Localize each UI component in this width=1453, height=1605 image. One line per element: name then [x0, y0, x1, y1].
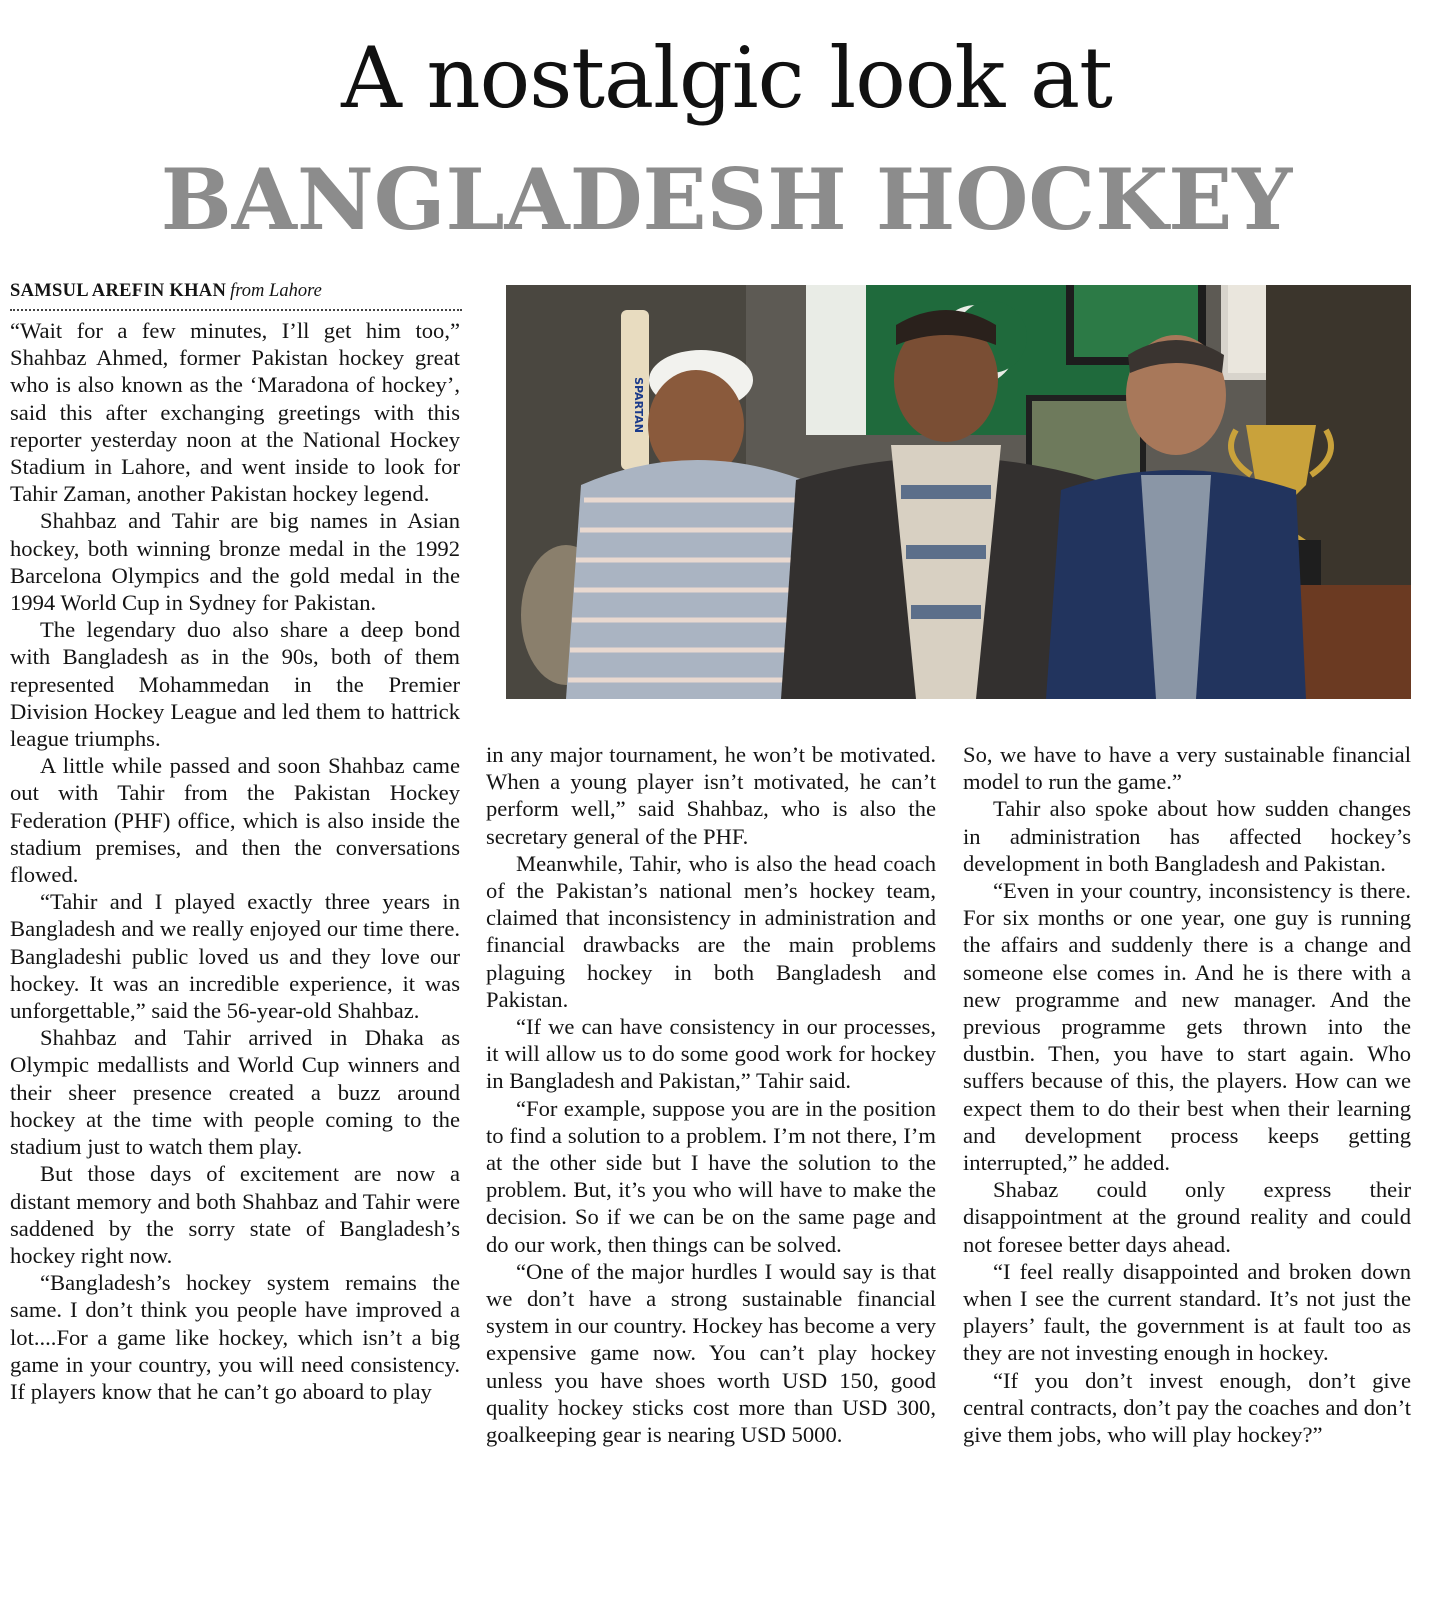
byline-author: SAMSUL AREFIN KHAN [10, 281, 227, 301]
paragraph: “Even in your country, inconsistency is there. For six months or one year, one guy is running the affairs and suddenly there is a change and someone else comes in. And he is there with a new programme and new manager. And the previous programme gets thrown into the dustbin. Then, you have to start again. Who suffers because of this, the players. How can we expect them to do their best when their learning and development process keeps getting interrupted,” he added. [963, 878, 1411, 1176]
paragraph: But those days of excitement are now a distant memory and both Shahbaz and Tahir were saddened by the sorry state of Bangladesh’s hockey right now. [10, 1161, 460, 1268]
paragraph: The legendary duo also share a deep bond with Bangladesh as in the 90s, both of them represented Mohammedan in the Premier Division Hockey League and led them to hattrick league triumphs. [10, 617, 460, 752]
photo-icon [506, 285, 1411, 699]
paragraph: Shahbaz and Tahir arrived in Dhaka as Olympic medallists and World Cup winners and their sheer presence created a buzz around hockey at the time with people coming to the stadium just to watch them play. [10, 1025, 460, 1160]
headline-line-2: BANGLADESH HOCKEY [160, 150, 1293, 249]
paragraph: Meanwhile, Tahir, who is also the head coach of the Pakistan’s national men’s hockey team, claimed that inconsistency in administration and financial drawbacks are the main problems plaguing hockey in both Bangladesh and Pakistan. [486, 850, 936, 1012]
paragraph: “If you don’t invest enough, don’t give central contracts, don’t pay the coaches and don’t give them jobs, who will play hockey?” [963, 1367, 1411, 1448]
article-column-2 [486, 741, 936, 1448]
paragraph: “Bangladesh’s hockey system remains the same. I don’t think you people have improved a lot....For a game like hockey, which isn’t a big game in your country, you will need consistency. If players know that he can’t go aboard to play [10, 1270, 460, 1404]
article-column-1 [10, 317, 460, 1405]
headline-line-1: A nostalgic look at [341, 29, 1112, 127]
article-column-3 [963, 741, 1411, 1448]
article-photo [506, 285, 1411, 699]
paragraph: “For example, suppose you are in the position to find a solution to a problem. I’m not there, I’m at the other side but I have the solution to the problem. But, it’s you who will have to make the decision. So if we can be on the same page and do our work, then things can be solved. [486, 1095, 936, 1257]
paragraph: in any major tournament, he won’t be motivated. When a young player isn’t motivated, he can’t perform well,” said Shahbaz, who is also the secretary general of the PHF. [486, 742, 936, 849]
paragraph: “I feel really disappointed and broken down when I see the current standard. It’s not just the players’ fault, the government is at fault too as they are not investing enough in hockey. [963, 1258, 1411, 1366]
paragraph: Shabaz could only express their disappointment at the ground reality and could not foresee better days ahead. [963, 1177, 1411, 1257]
paragraph: “Wait for a few minutes, I’ll get him too,” Shahbaz Ahmed, former Pakistan hockey great who is also known as the ‘Maradona of hockey’, said this after exchanging greetings with this reporter yesterday noon at the National Hockey Stadium in Lahore, and went inside to look for Tahir Zaman, another Pakistan hockey legend. [10, 318, 460, 507]
byline-dateline: from Lahore [230, 281, 322, 301]
paragraph: “Tahir and I played exactly three years in Bangladesh and we really enjoyed our time there. Bangladeshi public loved us and they love our hockey. It was an incredible experience, it was unforgettable,” said the 56-year-old Shahbaz. [10, 889, 460, 1024]
bat-label: SPARTAN [632, 377, 645, 433]
paragraph: A little while passed and soon Shahbaz came out with Tahir from the Pakistan Hockey Federation (PHF) office, which is also inside the stadium premises, and then the conversations flowed. [10, 753, 460, 888]
paragraph: Tahir also spoke about how sudden changes in administration has affected hockey’s development in both Bangladesh and Pakistan. [963, 796, 1411, 876]
paragraph: Shahbaz and Tahir are big names in Asian hockey, both winning bronze medal in the 1992 Barcelona Olympics and the gold medal in the 1994 World Cup in Sydney for Pakistan. [10, 508, 460, 616]
paragraph: “One of the major hurdles I would say is that we don’t have a strong sustainable financial system in our country. Hockey has become a very expensive game now. You can’t play hockey unless you have shoes worth USD 150, good quality hockey sticks cost more than USD 300, goalkeeping gear is nearing USD 5000. [486, 1258, 936, 1448]
byline [10, 279, 462, 311]
paragraph: “If we can have consistency in our processes, it will allow us to do some good work for hockey in Bangladesh and Pakistan,” Tahir said. [486, 1014, 936, 1094]
paragraph: So, we have to have a very sustainable financial model to run the game.” [963, 742, 1411, 795]
